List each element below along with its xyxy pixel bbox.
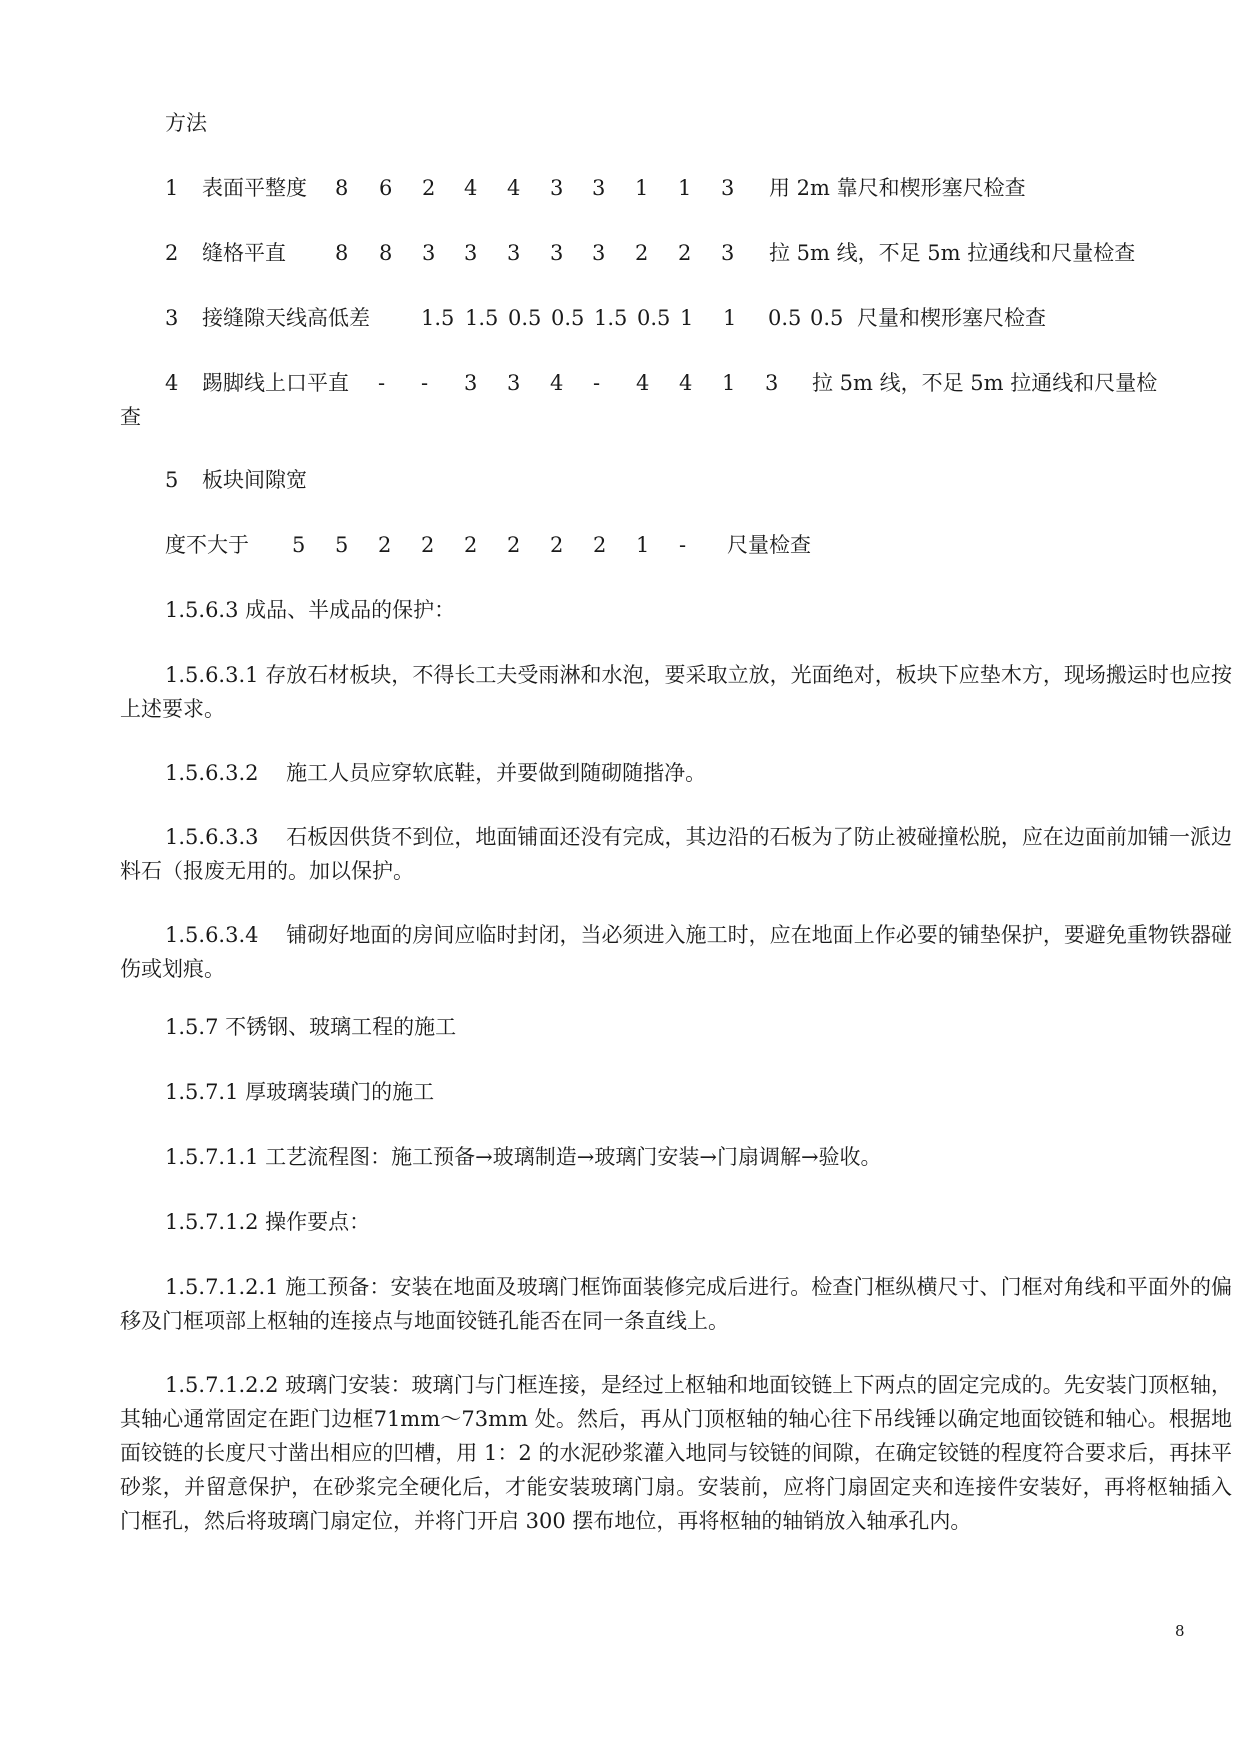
row-value: 1.5 xyxy=(594,306,628,330)
row-value: 4 xyxy=(550,371,564,395)
section-heading: 1.5.7 不锈钢、玻璃工程的施工 xyxy=(165,1015,457,1039)
row-value: 8 xyxy=(335,176,349,200)
page-number: 8 xyxy=(1175,1622,1185,1640)
row-value: 3 xyxy=(765,371,779,395)
row-value: 5 xyxy=(292,533,306,557)
row-value: 3 xyxy=(550,176,564,200)
paragraph xyxy=(120,658,1232,726)
paragraph-text: 1.5.6.3.2 施工人员应穿软底鞋，并要做到随砌随揩净。 xyxy=(165,761,707,785)
row-item: 度不大于 xyxy=(165,533,249,557)
row-value: 3 xyxy=(721,176,735,200)
row-method: 拉 5m 线，不足 5m 拉通线和尺量检 xyxy=(812,371,1158,395)
method-heading: 方法 xyxy=(165,111,207,135)
paragraph xyxy=(120,1368,1232,1538)
row-value: 2 xyxy=(507,533,521,557)
paragraph-text: 1.5.7.1.2.1 施工预备：安装在地面及玻璃门框饰面装修完成后进行。检查门框纵横尺寸、门框对角线和平面外的偏移及门框项部上枢轴的连接点与地面铰链孔能否在同一条直线上。 xyxy=(120,1275,1232,1333)
row-method: 尺量检查 xyxy=(727,533,811,557)
row-value: 3 xyxy=(592,241,606,265)
row-value: - xyxy=(421,371,429,395)
row-value: 1 xyxy=(722,371,736,395)
row-value: 3 xyxy=(507,241,521,265)
row-value: - xyxy=(679,533,687,557)
paragraph xyxy=(120,1270,1232,1338)
row-value: 8 xyxy=(379,241,393,265)
row-number: 2 xyxy=(165,241,179,265)
paragraph-text: 1.5.6.3.1 存放石材板块，不得长工夫受雨淋和水泡，要采取立放，光面绝对，板块下应垫木方，现场搬运时也应按上述要求。 xyxy=(120,663,1232,721)
row-item: 缝格平直 xyxy=(202,241,286,265)
row-value: 2 xyxy=(378,533,392,557)
row-value: 3 xyxy=(550,241,564,265)
row-value: 2 xyxy=(421,533,435,557)
row-method: 尺量和楔形塞尺检查 xyxy=(857,306,1046,330)
row-value: 3 xyxy=(464,241,478,265)
row-number: 4 xyxy=(165,371,179,395)
section-heading: 1.5.7.1 厚玻璃装璜门的施工 xyxy=(165,1080,435,1104)
row-value: 3 xyxy=(721,241,735,265)
row-value: 6 xyxy=(379,176,393,200)
section-heading: 1.5.6.3 成品、半成品的保护： xyxy=(165,598,456,622)
row-value: 5 xyxy=(335,533,349,557)
row-value: 2 xyxy=(550,533,564,557)
row-value: 0.5 xyxy=(637,306,671,330)
row-item: 踢脚线上口平直 xyxy=(202,371,349,395)
row-method: 用 2m 靠尺和楔形塞尺检查 xyxy=(769,176,1026,200)
row-value: 4 xyxy=(464,176,478,200)
paragraph-text: 1.5.6.3.4 铺砌好地面的房间应临时封闭，当必须进入施工时，应在地面上作必要的铺垫保护，要避免重物铁器碰伤或划痕。 xyxy=(120,923,1232,981)
row-value: 3 xyxy=(592,176,606,200)
row-value: 8 xyxy=(335,241,349,265)
row-value: 2 xyxy=(464,533,478,557)
row-value: 1 xyxy=(723,306,737,330)
row-number: 5 xyxy=(165,468,179,492)
row-number: 3 xyxy=(165,306,179,330)
paragraph xyxy=(120,918,1232,986)
paragraph xyxy=(120,820,1232,888)
row-item: 表面平整度 xyxy=(202,176,307,200)
row-value: 0.5 xyxy=(551,306,585,330)
row-method: 拉 5m 线，不足 5m 拉通线和尺量检查 xyxy=(769,241,1136,265)
row-value: 0.5 xyxy=(768,306,802,330)
row-value: 3 xyxy=(422,241,436,265)
row-value: 1 xyxy=(678,176,692,200)
row-value: 1 xyxy=(636,533,650,557)
row-item: 接缝隙天线高低差 xyxy=(202,306,370,330)
row-item: 板块间隙宽 xyxy=(202,468,307,492)
row-value: 2 xyxy=(593,533,607,557)
row-value: 1 xyxy=(635,176,649,200)
paragraph xyxy=(120,756,1232,790)
row-value: 4 xyxy=(636,371,650,395)
row-number: 1 xyxy=(165,176,179,200)
paragraph-text: 1.5.6.3.3 石板因供货不到位，地面铺面还没有完成，其边沿的石板为了防止被碰撞松脱，应在边面前加铺一派边料石（报废无用的。加以保护。 xyxy=(120,825,1232,883)
row-method-wrap: 查 xyxy=(120,405,141,429)
row-value: 4 xyxy=(507,176,521,200)
row-value: - xyxy=(593,371,601,395)
paragraph-text: 1.5.7.1.2 操作要点： xyxy=(165,1210,371,1234)
row-value: - xyxy=(378,371,386,395)
row-value: 3 xyxy=(507,371,521,395)
row-value: 4 xyxy=(679,371,693,395)
row-value: 2 xyxy=(422,176,436,200)
row-value: 1.5 xyxy=(465,306,499,330)
row-value: 2 xyxy=(678,241,692,265)
paragraph-text: 1.5.7.1.1 工艺流程图：施工预备→玻璃制造→玻璃门安装→门扇调解→验收。 xyxy=(165,1145,882,1169)
row-value: 3 xyxy=(464,371,478,395)
row-value: 0.5 xyxy=(508,306,542,330)
paragraph-text: 1.5.7.1.2.2 玻璃门安装：玻璃门与门框连接，是经过上枢轴和地面铰链上下两点的固定完成的。先安装门顶枢轴，其轴心通常固定在距门边框71mm～73mm 处。然后，再从门顶枢轴的轴心往下吊线锤以确定地面铰链和轴心。根据地面铰链的长度尺寸凿出相应的凹槽，用 1：2 的水泥砂浆灌入地同与铰链的间隙，在确定铰链的程度符合要求后，再抹平砂浆，并留意保护，在砂浆完全硬化后，才能安装玻璃门扇。安装前，应将门扇固定夹和连接件安装好，再将枢轴插入门框孔，然后将玻璃门扇定位，并将门开启 300 摆布地位，再将枢轴的轴销放入轴承孔内。 xyxy=(120,1373,1232,1533)
row-value: 1 xyxy=(680,306,694,330)
row-value: 2 xyxy=(635,241,649,265)
row-value: 0.5 xyxy=(810,306,844,330)
row-value: 1.5 xyxy=(421,306,455,330)
